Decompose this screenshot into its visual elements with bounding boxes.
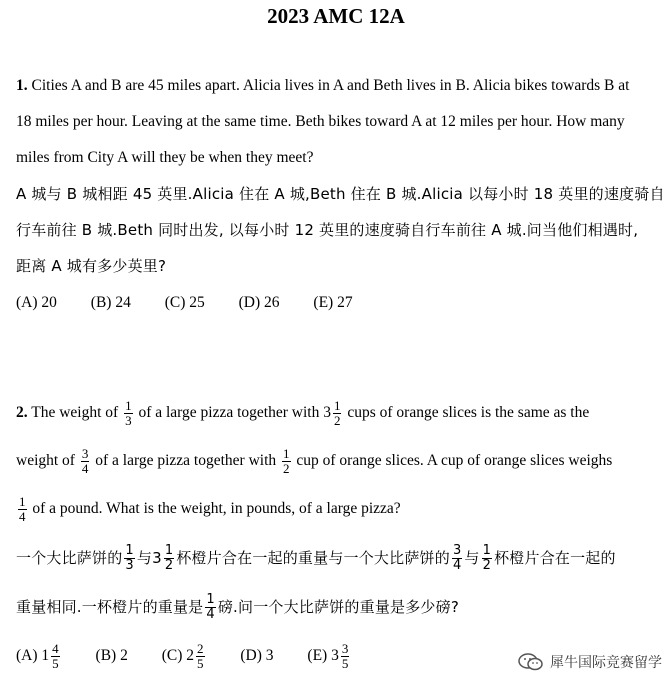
- watermark-text: 犀牛国际竞赛留学: [550, 655, 662, 671]
- fraction: $\frac{1}{3}$: [125, 397, 132, 428]
- page-title: 2023 AMC 12A: [267, 4, 405, 28]
- problem-1-en-line-3: miles from City A will they be when they meet?: [16, 149, 314, 166]
- choice-e: (E) 3 $\frac{3}{5}$: [307, 640, 349, 671]
- mixed-number: 3 $\frac{1}{2}$: [323, 397, 341, 428]
- problem-2-text: weight of: [16, 452, 75, 469]
- problem-2-zh-line-1: 一个大比萨饼的 $\frac{1}{3}$ 与3 $\frac{1}{2}$ 杯橙片合在一起的重量与一个大比萨饼的 $\frac{3}{4}$ 与 $\frac{1}{2}$ 杯橙片合在一起的: [16, 543, 616, 573]
- problem-1-zh-line-3: 距离 A 城有多少英里?: [16, 257, 167, 275]
- fraction: $\frac{1}{2}$: [482, 543, 492, 573]
- problem-2-en-line-2: [16, 446, 660, 476]
- mixed-number: 3 $\frac{1}{2}$: [152, 543, 174, 573]
- choice-a: (A) 1 $\frac{4}{5}$: [16, 640, 59, 671]
- fraction: $\frac{3}{4}$: [452, 543, 462, 573]
- problem-1-choices: [16, 293, 660, 313]
- fraction: $\frac{3}{4}$: [81, 445, 89, 476]
- problem-2-text: of a large pizza together with: [138, 404, 320, 421]
- choice-c: (C) 25: [164, 294, 205, 311]
- fraction: $\frac{1}{3}$: [125, 543, 134, 573]
- choice-b: (B) 24: [90, 294, 131, 311]
- problem-1-number: 1.: [16, 77, 28, 94]
- wechat-icon: [518, 652, 544, 672]
- problem-2-zh-line-2: 重量相同.一杯橙片的重量是 $\frac{1}{4}$ 磅.问一个大比萨饼的重量是多少磅?: [16, 592, 459, 622]
- choice-b: (B) 2: [95, 647, 128, 664]
- choice-d: (D) 3: [240, 647, 274, 664]
- problem-2-text: of a pound. What is the weight, in pounds, of a large pizza?: [32, 500, 401, 517]
- problem-2-en-line-3: [16, 494, 660, 524]
- choice-d: (D) 26: [238, 294, 280, 311]
- problem-2-text: of a large pizza together with: [95, 452, 277, 469]
- problem-2-en-line-1: [16, 398, 660, 428]
- problem-2-number: 2.: [16, 404, 28, 421]
- problem-1-en-line-2: 18 miles per hour. Leaving at the same time. Beth bikes toward A at 12 miles per hour. How many: [16, 113, 625, 130]
- choice-a: (A) 20: [16, 294, 57, 311]
- problem-2-text: cup of orange slices. A cup of orange slices weighs: [296, 452, 613, 469]
- choice-c: (C) 2 $\frac{2}{5}$: [161, 640, 204, 671]
- problem-1-zh-line-1: A 城与 B 城相距 45 英里.Alicia 住在 A 城,Beth 住在 B 城.Alicia 以每小时 18 英里的速度骑自: [16, 185, 665, 203]
- fraction: $\frac{1}{4}$: [206, 592, 215, 622]
- problem-1-en-line-1: [16, 76, 660, 96]
- problem-2-text: The weight of: [31, 404, 119, 421]
- problem-1-text-1: Cities A and B are 45 miles apart. Alicia lives in A and Beth lives in B. Alicia bikes towards B at: [31, 77, 630, 94]
- fraction: $\frac{1}{2}$: [283, 445, 290, 476]
- watermark: [518, 652, 662, 672]
- choice-e: (E) 27: [313, 294, 353, 311]
- fraction: $\frac{1}{4}$: [19, 493, 26, 524]
- problem-2-text: cups of orange slices is the same as the: [347, 404, 590, 421]
- problem-1-zh-line-2: 行车前往 B 城.Beth 同时出发, 以每小时 12 英里的速度骑自行车前往 A 城.问当他们相遇时,: [16, 221, 639, 239]
